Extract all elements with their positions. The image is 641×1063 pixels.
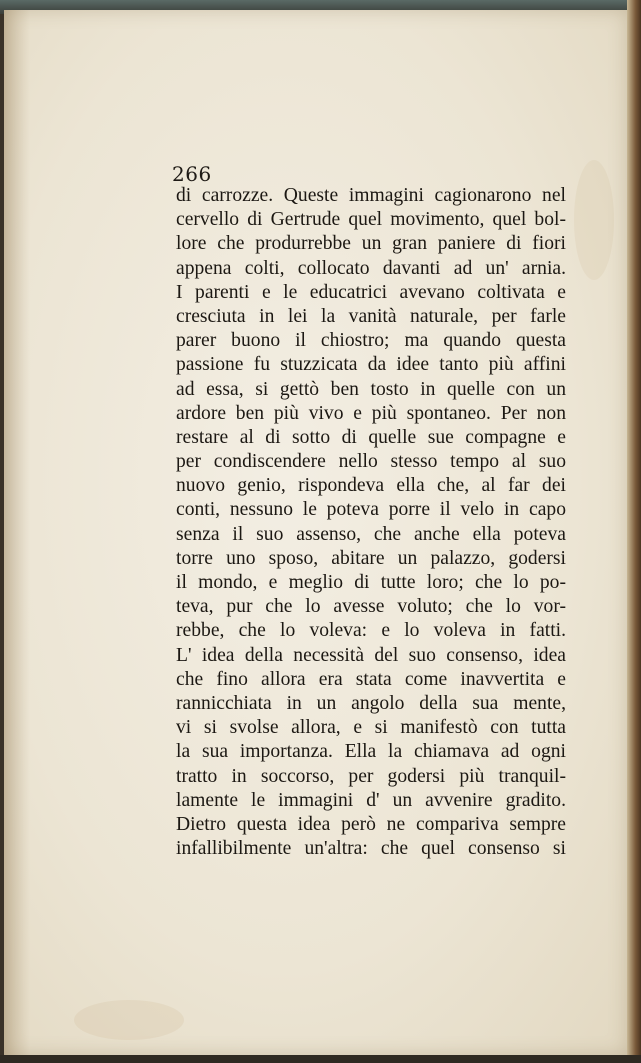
text-line: senza il suo assenso, che anche ella poteva: [176, 523, 566, 545]
text-line: torre uno sposo, abitare un palazzo, godersi: [176, 547, 566, 569]
text-line: lamente le immagini d' un avvenire gradito.: [176, 789, 566, 811]
text-line: restare al di sotto di quelle sue compagne e: [176, 426, 566, 448]
book-page: [4, 10, 627, 1055]
text-line: nuovo genio, rispondeva ella che, al far dei: [176, 475, 566, 497]
text-line: cresciuta in lei la vanità naturale, per farle: [176, 305, 566, 327]
text-line: tratto in soccorso, per godersi più tranquil-: [176, 765, 566, 787]
text-line: che fino allora era stata come inavvertita e: [176, 668, 566, 690]
text-line: appena colti, collocato davanti ad un' arnia.: [176, 257, 566, 279]
body-text: [176, 184, 566, 861]
text-line: I parenti e le educatrici avevano coltivata e: [176, 281, 566, 303]
text-line: Dietro questa idea però ne compariva sempre: [176, 813, 566, 835]
text-line: cervello di Gertrude quel movimento, quel bol-: [176, 209, 566, 231]
text-line: vi si svolse allora, e si manifestò con tutta: [176, 717, 566, 739]
text-line: parer buono il chiostro; ma quando questa: [176, 330, 566, 352]
text-line: ad essa, si gettò ben tosto in quelle con un: [176, 378, 566, 400]
text-line: ardore ben più vivo e più spontaneo. Per non: [176, 402, 566, 424]
book-spine-edge: [627, 0, 641, 1063]
paper-stain: [574, 160, 614, 280]
text-line: lore che produrrebbe un gran paniere di fiori: [176, 233, 566, 255]
text-line: la sua importanza. Ella la chiamava ad ogni: [176, 741, 566, 763]
paper-stain: [74, 1000, 184, 1040]
text-line: passione fu stuzzicata da idee tanto più affini: [176, 354, 566, 376]
text-line: conti, nessuno le poteva porre il velo in capo: [176, 499, 566, 521]
text-line: di carrozze. Queste immagini cagionarono nel: [176, 185, 566, 206]
text-line: infallibilmente un'altra: che quel consenso si: [176, 838, 566, 860]
text-line: L' idea della necessità del suo consenso, idea: [176, 644, 566, 666]
text-line: rannicchiata in un angolo della sua mente,: [176, 692, 566, 714]
page-number: 266: [172, 162, 212, 186]
text-line: rebbe, che lo voleva: e lo voleva in fatti.: [176, 620, 566, 642]
text-line: teva, pur che lo avesse voluto; che lo vor-: [176, 596, 566, 618]
text-line: il mondo, e meglio di tutte loro; che lo po-: [176, 572, 566, 593]
book-bottom-edge: [0, 1055, 641, 1063]
page-gutter-shadow: [4, 10, 30, 1055]
text-line: per condiscendere nello stesso tempo al suo: [176, 451, 566, 473]
